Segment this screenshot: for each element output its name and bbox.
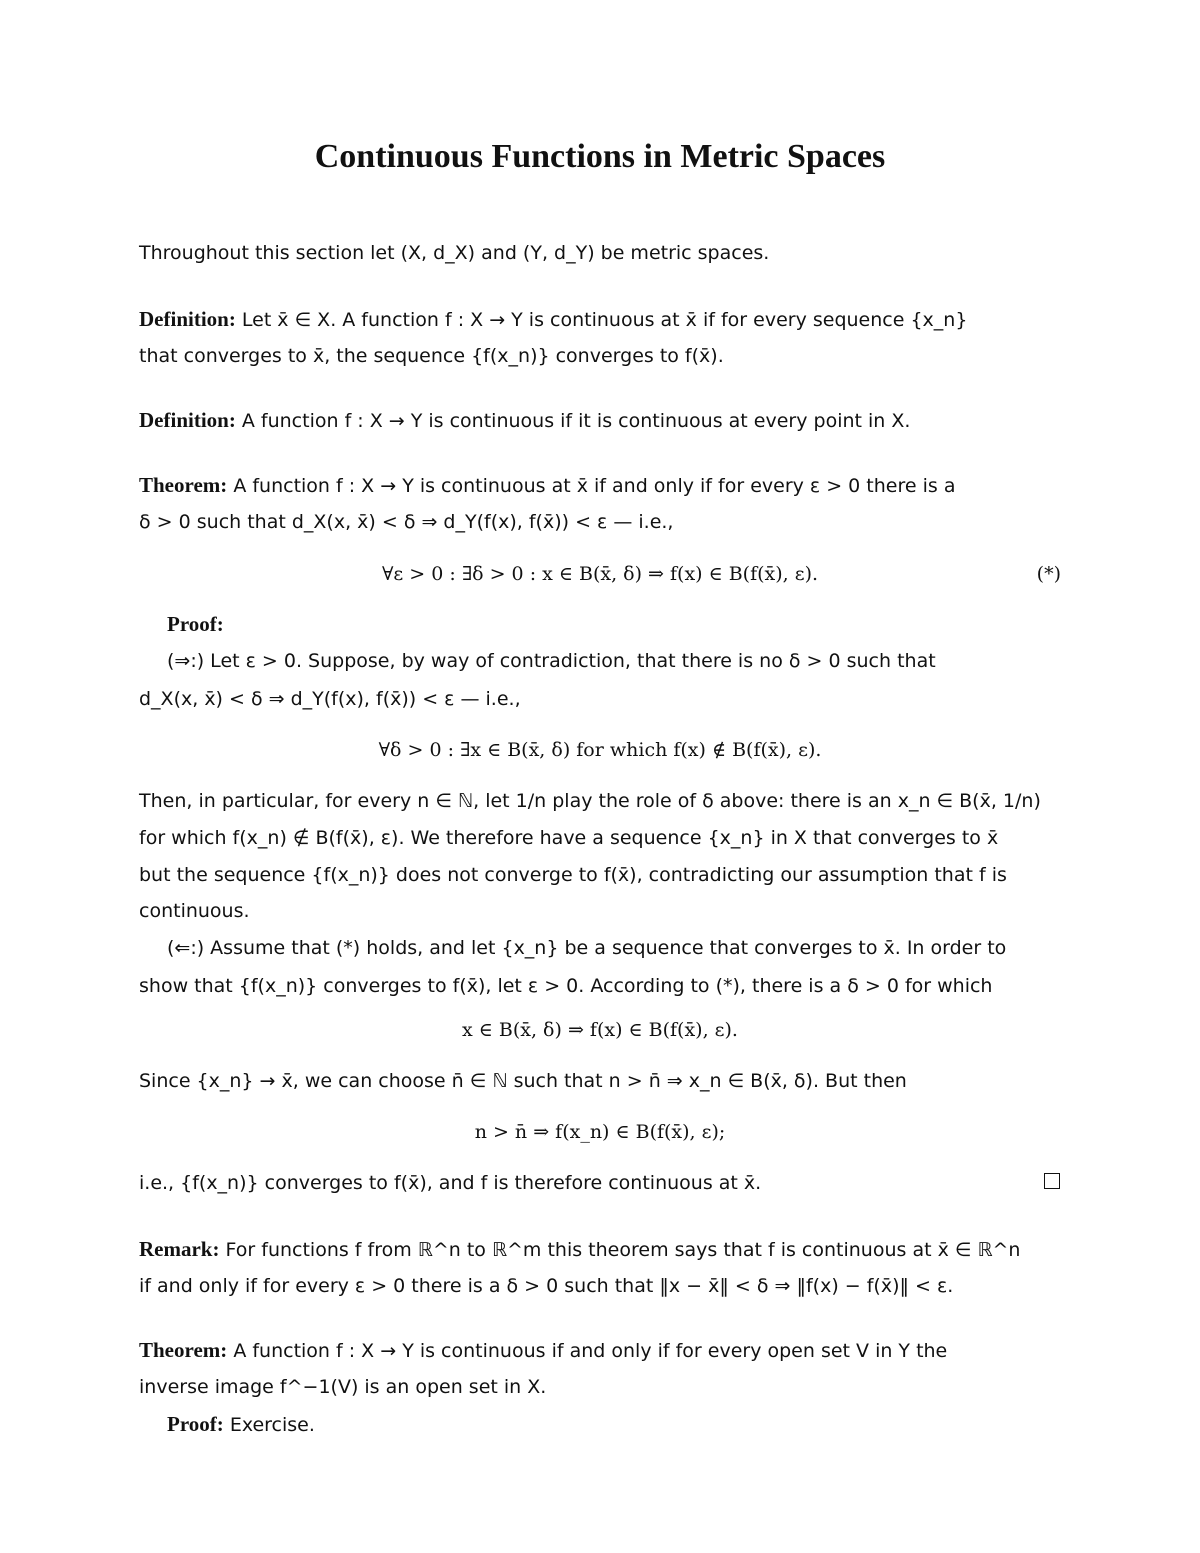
proof-2-text: Exercise. — [229, 1414, 315, 1436]
definition-2-text: A function f : X → Y is continuous if it is continuous at every point in X. — [241, 410, 911, 432]
theorem-1-line-2: δ > 0 such that d_X(x, x̄) < δ ⇒ d_Y(f(x), f(x̄)) < ε — i.e., — [139, 511, 674, 533]
definition-2-label: Definition: — [139, 408, 236, 432]
definition-1-label: Definition: — [139, 307, 236, 331]
proof-1-p5-line-1: i.e., {f(x_n)} converges to f(x̄), and f is therefore continuous at x̄. — [139, 1172, 762, 1194]
proof-1-display-3: n > n̄ ⇒ f(x_n) ∈ B(f(x̄), ε); — [474, 1121, 726, 1143]
proof-1-display-2: x ∈ B(x̄, δ) ⇒ f(x) ∈ B(f(x̄), ε). — [462, 1019, 738, 1041]
proof-2-label: Proof: — [167, 1412, 224, 1436]
definition-1-text: Let x̄ ∈ X. A function f : X → Y is continuous at x̄ if for every sequence {x_n} — [241, 309, 968, 331]
remark-line-1 — [139, 1236, 1061, 1263]
theorem-2-line-1 — [139, 1337, 1061, 1364]
remark-text: For functions f from ℝ^n to ℝ^m this theorem says that f is continuous at x̄ ∈ ℝ^n — [225, 1239, 1021, 1261]
proof-1-display-1: ∀δ > 0 : ∃x ∈ B(x̄, δ) for which f(x) ∉ B(f(x̄), ε). — [378, 739, 822, 761]
proof-1-p2-line-3: but the sequence {f(x_n)} does not converge to f(x̄), contradicting our assumption that f is — [139, 864, 1007, 886]
remark-label: Remark: — [139, 1237, 220, 1261]
proof-1-label: Proof: — [167, 612, 224, 636]
theorem-1-text: A function f : X → Y is continuous at x̄ if and only if for every ε > 0 there is a — [233, 475, 956, 497]
remark-line-2: if and only if for every ε > 0 there is a δ > 0 such that ‖x − x̄‖ < δ ⇒ ‖f(x) − f(x̄)‖ < ε. — [139, 1275, 954, 1297]
definition-2-line-1 — [139, 407, 1061, 434]
proof-1-p2-line-1: Then, in particular, for every n ∈ ℕ, let 1/n play the role of δ above: there is an x_n ∈ B(x̄, 1/n) — [139, 790, 1041, 812]
theorem-2-line-2: inverse image f^−1(V) is an open set in X. — [139, 1376, 547, 1398]
proof-2-line — [167, 1411, 1061, 1438]
proof-1-p3-line-1: (⇐:) Assume that (*) holds, and let {x_n} be a sequence that converges to x̄. In order to — [167, 937, 1007, 959]
theorem-1-line-1 — [139, 472, 1061, 499]
intro-sentence: Throughout this section let (X, d_X) and (Y, d_Y) be metric spaces. — [139, 242, 770, 264]
proof-1-p1-line-2: d_X(x, x̄) < δ ⇒ d_Y(f(x), f(x̄)) < ε — i.e., — [139, 688, 521, 710]
proof-1-p2-line-4: continuous. — [139, 900, 250, 922]
definition-1-line-1 — [139, 306, 1061, 333]
proof-1-p3-line-2: show that {f(x_n)} converges to f(x̄), let ε > 0. According to (*), there is a δ > 0 for which — [139, 975, 993, 997]
theorem-1-label: Theorem: — [139, 473, 228, 497]
theorem-1-display-equation: ∀ε > 0 : ∃δ > 0 : x ∈ B(x̄, δ) ⇒ f(x) ∈ B(f(x̄), ε). — [381, 563, 819, 585]
proof-1-p1-line-1: (⇒:) Let ε > 0. Suppose, by way of contradiction, that there is no δ > 0 such that — [167, 650, 936, 672]
theorem-2-text: A function f : X → Y is continuous if and only if for every open set V in Y the — [233, 1340, 948, 1362]
definition-1-line-2: that converges to x̄, the sequence {f(x_n)} converges to f(x̄). — [139, 345, 724, 367]
proof-1-p2-line-2: for which f(x_n) ∉ B(f(x̄), ε). We therefore have a sequence {x_n} in X that converges to x̄ — [139, 827, 999, 849]
theorem-2-label: Theorem: — [139, 1338, 228, 1362]
theorem-1-equation-tag: (*) — [1036, 563, 1061, 585]
page-title: Continuous Functions in Metric Spaces — [314, 138, 886, 175]
qed-box-icon — [1044, 1173, 1060, 1189]
proof-1-p4-line-1: Since {x_n} → x̄, we can choose n̄ ∈ ℕ such that n > n̄ ⇒ x_n ∈ B(x̄, δ). But then — [139, 1070, 907, 1092]
